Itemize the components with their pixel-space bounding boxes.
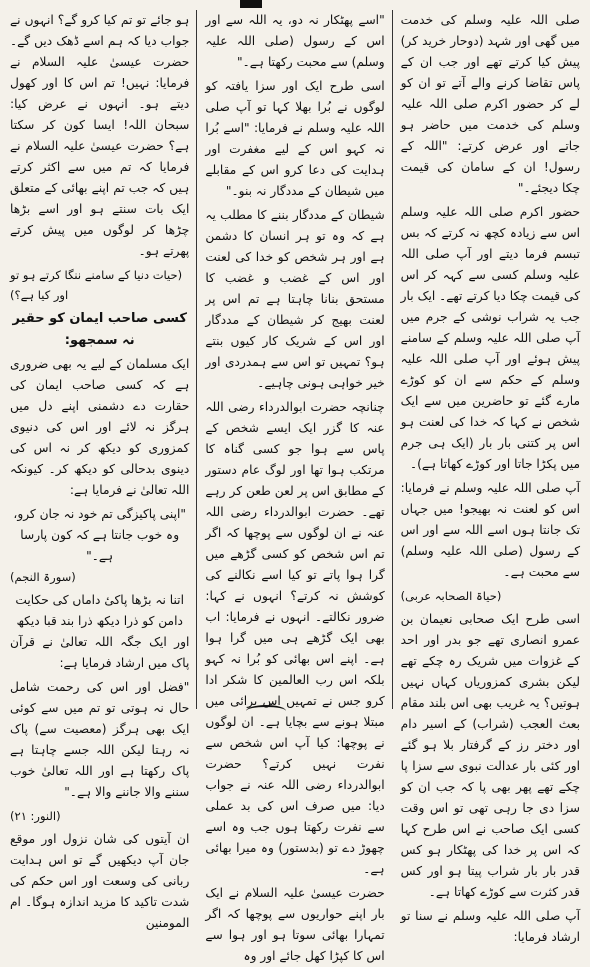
reference-citation: (حیات دنیا کے سامنے ننگا کرتے ہو تو اور کیا ہے؟) xyxy=(10,268,183,302)
column-divider xyxy=(392,10,393,709)
paragraph: صلی اللہ علیہ وسلم کی خدمت میں گھی اور شہد (دوحار خرید کر) پیش کیا کرتے تھے اور جب ان کے پاس تقاضا کرنے والے آتے تو ان کو لے کر حضور اکرم صلی اللہ علیہ وسلم کی خدمت میں حاضر ہو جاتے اور عرض کرتے: "اللہ کے رسول! ان کے سامان کی قیمت چکا دیجئے۔" xyxy=(400,13,580,195)
paragraph: ہو جائے تو تم کیا کرو گے؟ انہوں نے جواب دیا کہ ہم اسے ڈھک دیں گے۔ حضرت عیسیٰ علیہ السلام نے فرمایا: نہیں! تم اس کا اور کھول دیتے ہو۔ انہوں نے عرض کیا: سبحان اللہ! ایسا کون کر سکتا ہے؟ حضرت عیسیٰ علیہ السلام نے فرمایا کہ تم میں سے اکثر کرتے ہیں کہ جب تم اپنے بھائی کے متعلق ایک بات سنتے ہو اور اسے بڑھا چڑھا کر لوگوں میں پیش کرتے پھرتے ہو۔ xyxy=(10,13,190,258)
section-heading: کسی صاحب ایمان کو حقیر نہ سمجھو: xyxy=(12,311,187,348)
paragraph: حضرت عیسیٰ علیہ السلام نے ایک بار اپنے حواریوں سے پوچھا کہ اگر تمہارا بھائی سوتا ہو اور ہوا سے اس کا کپڑا کھل جائے اور وہ xyxy=(205,886,385,963)
paragraph: اسی طرح ایک اور سزا یافتہ کو لوگوں نے بُرا بھلا کہا تو آپ صلی اللہ علیہ وسلم نے فرمایا: "اسے بُرا نہ کہو اس کے لیے مغفرت اور ہدایت کی دعا کرو اس کے مقابلے میں شیطان کے مددگار نہ بنو۔" xyxy=(205,79,385,198)
verse-line: دامن کو ذرا دیکھ ذرا بند قبا دیکھ xyxy=(16,614,183,628)
paragraph: "فضل اور اس کی رحمت شامل حال نہ ہوتی تو تم میں سے کوئی ایک بھی ہرگز (معصیت سے) پاک نہ رہتا لیکن اللہ جسے چاہتا ہے پاک رکھتا ہے اور اللہ تعالیٰ خوب سننے والا جاننے والا ہے۔" xyxy=(10,680,190,799)
column-left xyxy=(6,10,193,930)
paragraph: شیطان کے مددگار بننے کا مطلب یہ ہے کہ وہ تو ہر انسان کا دشمن ہے اور ہر شخص کو خدا کی لعنت اور اس کے غضب و غضب کا مستحق بنانا چاہتا ہے تم اس پر لعنت بھیج کر شیطان کے مددگار اور اس کے شریک کار کیوں بنتے ہو؟ تمہیں تو اس سے ہمدردی اور خیر خواہی ہونی چاہیے۔ xyxy=(205,208,385,390)
paragraph: چنانچہ حضرت ابوالدرداء رضی اللہ عنہ کا گزر ایک ایسے شخص کے پاس سے ہوا جو کسی گناہ کا مرتکب ہوا تھا اور لوگ عام دستور کے مطابق اس پر لعن طعن کر رہے تھے۔ حضرت ابوالدرداء رضی اللہ عنہ نے ان لوگوں سے پوچھا کہ اگر تم اس شخص کو کسی گڑھے میں گرا ہوا پاتے تو کیا اسے نکالنے کی کوشش نہ کرتے؟ انہوں نے کہا: ضرور نکالتے۔ انہوں نے فرمایا: اب بھی ایک گڑھے ہی میں گرا ہوا ہے۔ اپنے اس بھائی کو بُرا نہ کہو بلکہ اس رب العالمین کا شکر ادا کرو جس نے تمہیں اس برائی میں مبتلا ہونے سے بچایا ہے۔ ان لوگوں نے پوچھا: کیا آپ اس شخص سے نفرت نہیں کرتے؟ حضرت ابوالدرداء رضی اللہ عنہ نے جواب دیا: میں صرف اس کی بد عملی سے نفرت رکھتا ہوں جب وہ اسے چھوڑ دے تو (بدستور) وہ میرا بھائی ہے۔ xyxy=(205,400,385,876)
top-header-bar xyxy=(240,0,262,8)
paragraph: آپ صلی اللہ علیہ وسلم نے سنا تو ارشاد فرمایا: xyxy=(400,909,580,944)
paragraph: اور ایک جگہ اللہ تعالیٰ نے قرآن پاک میں ارشاد فرمایا ہے: xyxy=(10,635,190,670)
paragraph: "اسے پھٹکار نہ دو، یہ اللہ سے اور اس کے رسول (صلی اللہ علیہ وسلم) سے محبت رکھتا ہے۔" xyxy=(205,13,385,69)
paragraph: ان آیتوں کی شان نزول اور موقع جان آپ دیکھیں گے تو اس ہدایت ربانی کی وسعت اور اس حکم کی شدت تاکید کا مزید اندازہ ہوگا۔ ام المومنین xyxy=(10,832,190,930)
verse-line: اتنا نہ بڑھا پاکیٔ داماں کی حکایت xyxy=(15,593,184,607)
column-right xyxy=(397,10,584,944)
reference-citation: (سورۃ النجم) xyxy=(10,570,76,584)
column-divider xyxy=(196,10,197,709)
verse-line: وہ خوب جانتا ہے کہ کون پارسا ہے۔" xyxy=(20,528,180,563)
paragraph: حضور اکرم صلی اللہ علیہ وسلم اس سے زیادہ کچھ نہ کرتے کہ بس تبسم فرما دیتے اور آپ صلی اللہ علیہ وسلم کسی سے کہہ کر اس کی قیمت چکا دیا کرتے تھے۔ ایک بار جب یہ شراب نوشی کے جرم میں آپ صلی اللہ علیہ وسلم کے سامنے پیش ہوئے اور آپ صلی اللہ علیہ وسلم کے حکم سے ان کو کوڑے مارے گئے تو حاضرین میں سے ایک شخص نے کہا کہ خدا کی لعنت ہو اس پر کتنی بار بار (ایک ہی جرم میں پکڑا جاتا اور کوڑے کھاتا ہے)۔ xyxy=(400,205,580,471)
paragraph: ایک مسلمان کے لیے یہ بھی ضروری ہے کہ کسی صاحب ایمان کی حقارت دے دشمنی اپنے دل میں ہرگز نہ لائے اور اس کی دنیوی کمزوری کو دیکھ کر نہ اس کی دینوی بدحالی کو دیکھ کر۔ کیونکہ اللہ تعالیٰ نے فرمایا ہے: xyxy=(10,357,190,497)
page-body xyxy=(6,10,584,963)
page-number-mark xyxy=(246,705,286,717)
verse-line: "اپنی پاکیزگی تم خود نہ جان کرو، xyxy=(13,507,186,521)
paragraph: اسی طرح ایک صحابی نعیمان بن عمرو انصاری تھے جو بدر اور احد کے غزوات میں شریک رہ چکے تھے لیکن بشری کمزوریاں کہاں نہیں ہوتیں؟ یہ غریب بھی اس بلند مقام بعث العجب (شراب) کے اسیر دام اور دختر رز کے گرفتار بلا ہو گئے اور کئی بار عدالت نبوی سے سزا پا چکے تھے پھر بھی پا کہ جب ان کو سزا دی جا رہی تھی تو اس وقت کسی ایک صاحب نے اس طرح کہا کہ اس پر خدا کی پھٹکار ہو کس قدر بار بار شراب پیتا ہو اور کس قدر کثرت سے کوڑے کھاتا ہے۔ xyxy=(400,612,580,899)
reference-citation: (النور: ۲۱) xyxy=(10,809,61,823)
reference-citation: (حیاۃ الصحابہ عربی) xyxy=(400,589,502,603)
paragraph: آپ صلی اللہ علیہ وسلم نے فرمایا: اس کو لعنت نہ بھیجو! میں جہاں تک جانتا ہوں اسے اللہ سے اور اس کے رسول (صلی اللہ علیہ وسلم) سے محبت ہے۔ xyxy=(400,481,580,579)
column-middle xyxy=(201,10,388,963)
